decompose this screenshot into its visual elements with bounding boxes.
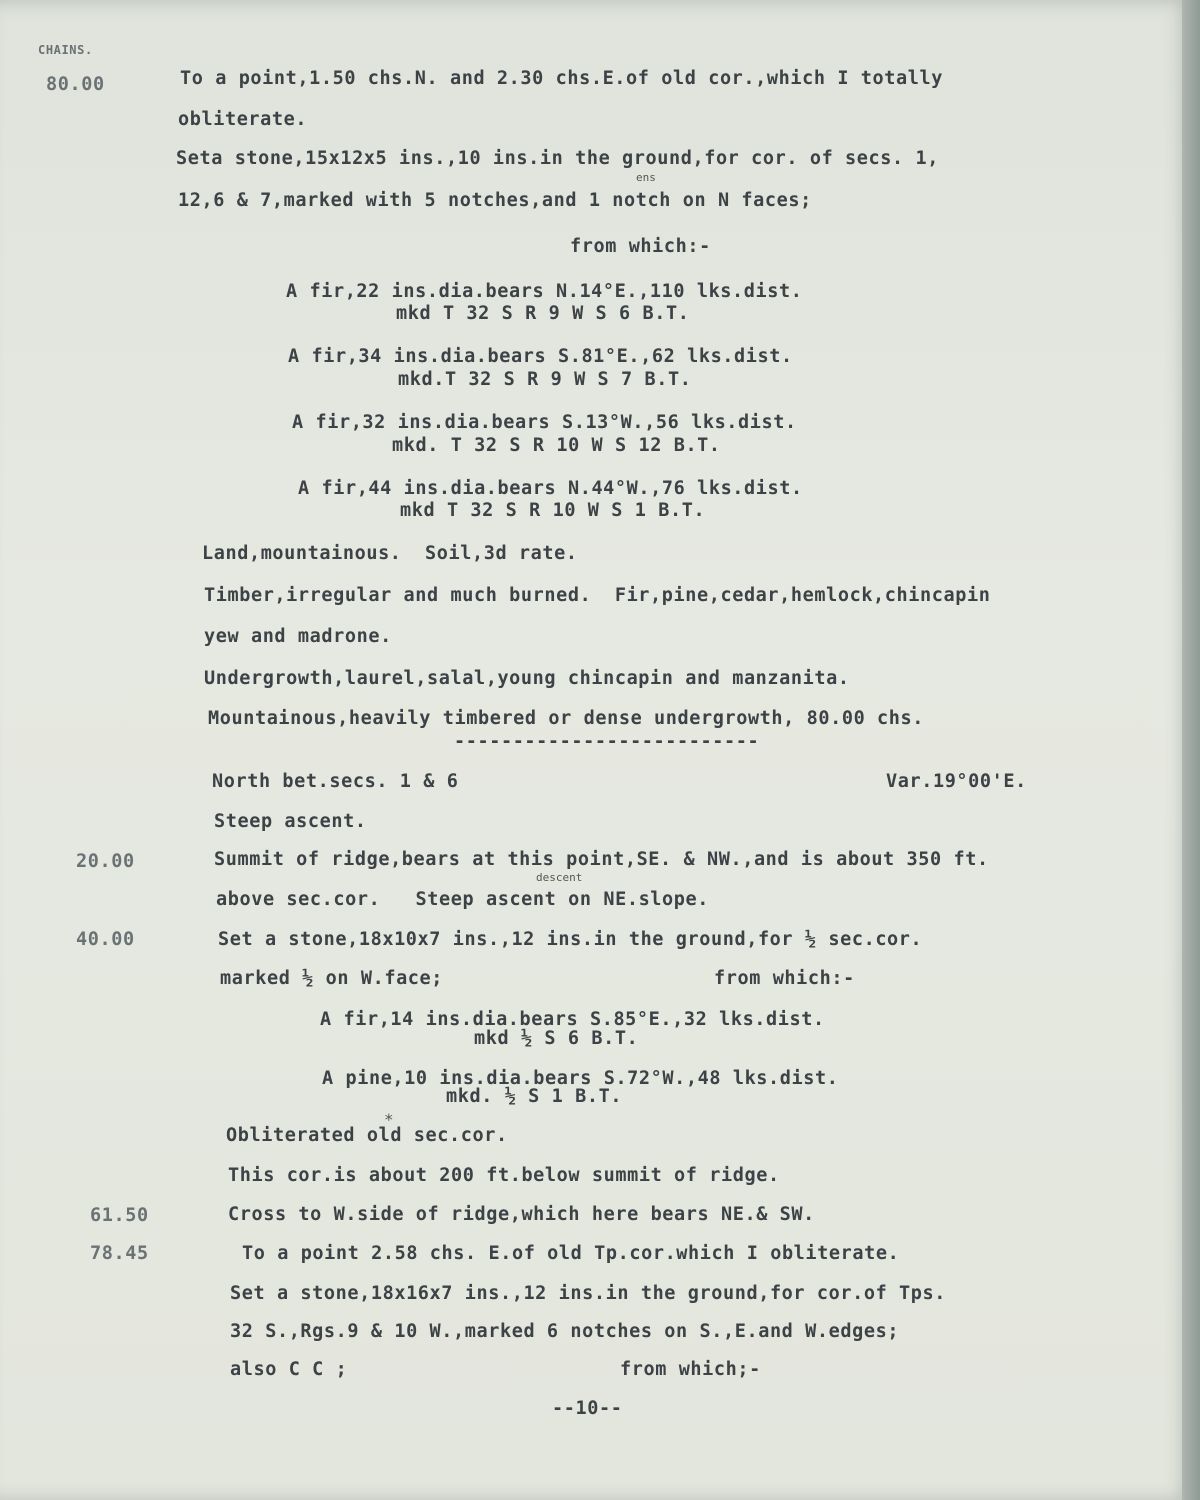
text-line: also C C ;: [230, 1359, 348, 1380]
bearing-tree-line: A fir,32 ins.dia.bears S.13°W.,56 lks.dist.: [292, 412, 797, 433]
bearing-tree-line: A pine,10 ins.dia.bears S.72°W.,48 lks.dist.: [322, 1068, 839, 1089]
text-line: Seta stone,15x12x5 ins.,10 ins.in the ground,for cor. of secs. 1,: [176, 148, 939, 169]
text-line: 32 S.,Rgs.9 & 10 W.,marked 6 notches on S.,E.and W.edges;: [230, 1321, 900, 1342]
from-which-label: from which:-: [714, 968, 855, 989]
chain-value-80: 80.00: [46, 74, 105, 95]
land-line: Land,mountainous. Soil,3d rate.: [202, 543, 578, 564]
text-line: Cross to W.side of ridge,which here bears NE.& SW.: [228, 1204, 815, 1225]
from-which-label: from which;-: [620, 1359, 761, 1380]
bearing-tree-line: A fir,34 ins.dia.bears S.81°E.,62 lks.dist.: [288, 346, 793, 367]
text-line: This cor.is about 200 ft.below summit of ridge.: [228, 1165, 780, 1186]
bearing-tree-line: A fir,14 ins.dia.bears S.85°E.,32 lks.dist.: [320, 1009, 825, 1030]
chains-column-header: CHAINS.: [38, 43, 93, 57]
chain-value-20: 20.00: [76, 851, 135, 872]
page-number: --10--: [552, 1398, 623, 1419]
text-line: marked ½ on W.face;: [220, 968, 444, 989]
bearing-tree-mark: mkd. ½ S 1 B.T.: [446, 1086, 623, 1107]
bearing-tree-mark: mkd T 32 S R 10 W S 1 B.T.: [400, 500, 706, 521]
text-line: Steep ascent.: [214, 811, 367, 832]
bearing-tree-mark: mkd ½ S 6 B.T.: [474, 1028, 639, 1049]
bearing-tree-line: A fir,22 ins.dia.bears N.14°E.,110 lks.dist.: [286, 281, 803, 302]
page-edge-shadow: [1182, 0, 1200, 1500]
chain-value-78-45: 78.45: [90, 1243, 149, 1264]
text-line: To a point 2.58 chs. E.of old Tp.cor.which I obliterate.: [242, 1243, 900, 1264]
handwritten-insert-descent: descent: [536, 871, 583, 884]
text-line: 12,6 & 7,marked with 5 notches,and 1 notch on N faces;: [178, 190, 812, 211]
chain-value-61-50: 61.50: [90, 1205, 149, 1226]
handwritten-insert-ens: ens: [636, 171, 656, 184]
summary-line: Mountainous,heavily timbered or dense undergrowth, 80.00 chs.: [208, 708, 925, 729]
obliterated-line: Obliterated old sec.cor.: [226, 1125, 508, 1146]
divider: --------------------------: [454, 731, 760, 752]
undergrowth-line: Undergrowth,laurel,salal,young chincapin and manzanita.: [204, 668, 850, 689]
text-line: Set a stone,18x10x7 ins.,12 ins.in the ground,for ½ sec.cor.: [218, 929, 923, 950]
bearing-tree-mark: mkd T 32 S R 9 W S 6 B.T.: [396, 303, 690, 324]
text-line: obliterate.: [178, 109, 308, 130]
text-line: above sec.cor. Steep ascent on NE.slope.: [216, 889, 709, 910]
bearing-tree-mark: mkd. T 32 S R 10 W S 12 B.T.: [392, 435, 721, 456]
bearing-tree-mark: mkd.T 32 S R 9 W S 7 B.T.: [398, 369, 692, 390]
variation: Var.19°00'E.: [886, 771, 1027, 792]
line-heading: North bet.secs. 1 & 6: [212, 771, 459, 792]
bearing-tree-line: A fir,44 ins.dia.bears N.44°W.,76 lks.dist.: [298, 478, 803, 499]
handwritten-insert-star: *: [384, 1110, 394, 1129]
text-line: Summit of ridge,bears at this point,SE. & NW.,and is about 350 ft.: [214, 849, 989, 870]
timber-line: Timber,irregular and much burned. Fir,pine,cedar,hemlock,chincapin: [204, 585, 991, 606]
from-which-label: from which:-: [570, 236, 711, 257]
chain-value-40: 40.00: [76, 929, 135, 950]
text-line: Set a stone,18x16x7 ins.,12 ins.in the ground,for cor.of Tps.: [230, 1283, 947, 1304]
timber-line: yew and madrone.: [204, 626, 392, 647]
text-line: To a point,1.50 chs.N. and 2.30 chs.E.of old cor.,which I totally: [180, 68, 943, 89]
